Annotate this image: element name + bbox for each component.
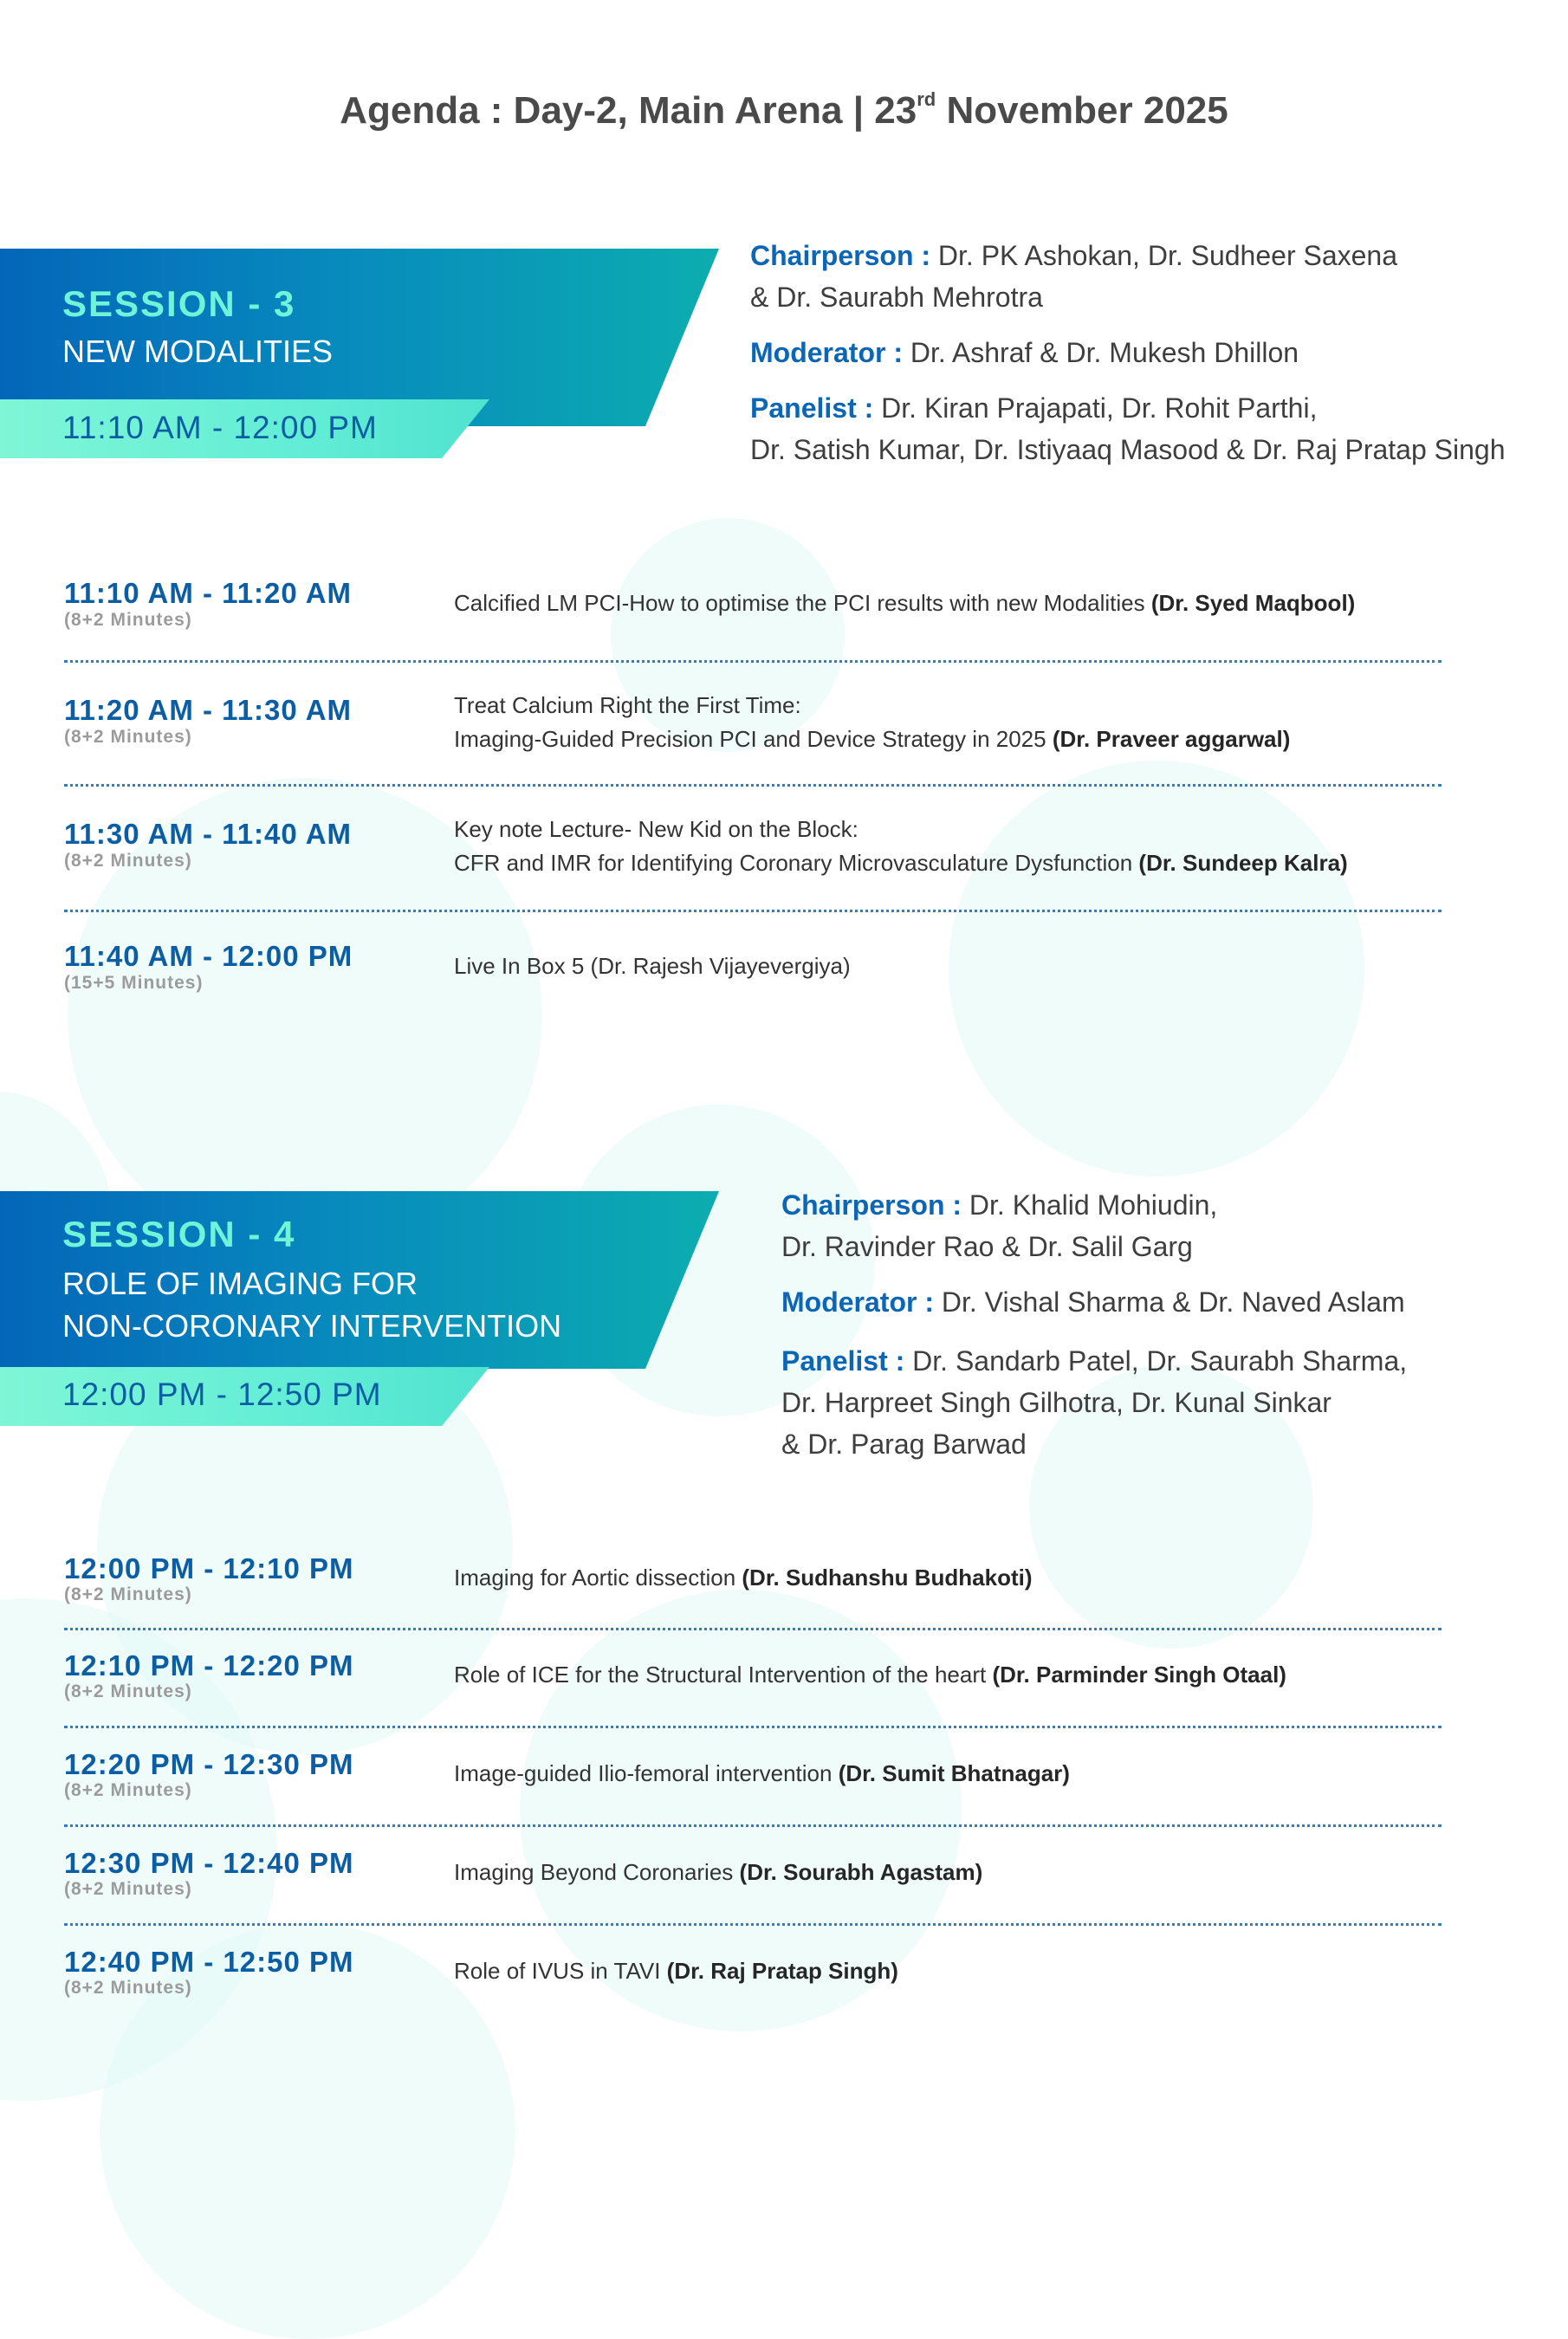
chairperson [781,1184,1407,1267]
agenda-row [64,912,1442,1008]
session-4-agenda [64,1545,1442,2021]
talk-text: Image-guided Ilio-femoral intervention [454,1760,839,1786]
moderator-label: Moderator : [750,337,903,368]
panelist-names-cont: & Dr. Parag Barwad [781,1429,1027,1460]
session-title: NEW MODALITIES [62,334,334,369]
moderator [781,1281,1407,1323]
session-label: SESSION - 3 [62,283,296,324]
panelist [750,387,1506,470]
talk-speaker: (Dr. Sourabh Agastam) [739,1859,983,1885]
chairperson-label: Chairperson : [750,240,931,271]
talk-title [454,586,1450,620]
session-3-banner [0,249,719,445]
talk-duration: (8+2 Minutes) [64,1780,192,1800]
talk-text: Role of ICE for the Structural Intervention of the heart [454,1662,993,1688]
talk-duration: (8+2 Minutes) [64,727,192,747]
session-title: ROLE OF IMAGING FOR [62,1266,418,1301]
talk-title [454,689,1450,756]
talk-time: 12:00 PM - 12:10 PM [64,1552,354,1584]
talk-speaker: (Dr. Raj Pratap Singh) [666,1958,898,1984]
agenda-row [64,1545,1442,1630]
agenda-row [64,1630,1442,1728]
talk-speaker: (Dr. Parminder Singh Otaal) [992,1662,1286,1688]
talk-text: Imaging for Aortic dissection [454,1565,742,1591]
talk-time: 12:30 PM - 12:40 PM [64,1847,354,1879]
agenda-row [64,1728,1442,1827]
talk-title: Live In Box 5 (Dr. Rajesh Vijayevergiya) [454,953,851,979]
talk-text: Role of IVUS in TAVI [454,1958,667,1984]
talk-title [454,1856,1450,1889]
panelist-names-cont: Dr. Satish Kumar, Dr. Istiyaaq Masood & Dr. Raj Pratap Singh [750,434,1506,465]
talk-text: Imaging Beyond Coronaries [454,1859,740,1885]
talk-duration: (15+5 Minutes) [64,973,204,993]
agenda-row [64,1926,1442,2021]
talk-title [454,1757,1450,1791]
talk-speaker: (Dr. Sumit Bhatnagar) [838,1760,1070,1786]
talk-duration: (8+2 Minutes) [64,1681,192,1701]
chairperson-label: Chairperson : [781,1189,962,1221]
chairperson-names: Dr. PK Ashokan, Dr. Sudheer Saxena [930,240,1398,271]
agenda-row [64,787,1442,912]
chairperson-names-cont: Dr. Ravinder Rao & Dr. Salil Garg [781,1231,1193,1262]
talk-time: 12:10 PM - 12:20 PM [64,1649,354,1681]
talk-text: Treat Calcium Right the First Time: [454,692,801,718]
moderator-names: Dr. Vishal Sharma & Dr. Naved Aslam [934,1286,1405,1318]
talk-speaker: (Dr. Syed Maqbool) [1150,590,1356,616]
talk-duration: (8+2 Minutes) [64,610,192,630]
panelist-label: Panelist : [781,1345,905,1377]
talk-time: 11:10 AM - 11:20 AM [64,577,353,609]
talk-speaker: (Dr. Sudhanshu Budhakoti) [742,1565,1033,1591]
talk-text: Calcified LM PCI-How to optimise the PCI results with new Modalities [454,590,1151,616]
session-4-roles [781,1184,1407,1479]
panelist [781,1340,1407,1465]
panelist-names: Dr. Kiran Prajapati, Dr. Rohit Parthi, [873,392,1318,424]
chairperson-names: Dr. Khalid Mohiudin, [962,1189,1218,1221]
session-3-agenda [64,572,1442,1008]
talk-time: 11:30 AM - 11:40 AM [64,818,353,850]
talk-duration: (8+2 Minutes) [64,1584,192,1604]
talk-duration: (8+2 Minutes) [64,851,192,871]
talk-title [454,1954,1450,1988]
session-time: 11:10 AM - 12:00 PM [62,410,378,445]
panelist-names-cont: Dr. Harpreet Singh Gilhotra, Dr. Kunal Sinkar [781,1387,1332,1418]
session-time: 12:00 PM - 12:50 PM [62,1377,382,1412]
talk-title [454,1561,1450,1595]
talk-text-cont: Imaging-Guided Precision PCI and Device Strategy in 2025 [454,726,1053,752]
title-prefix: Agenda : Day-2, Main Arena | 23 [340,89,917,132]
title-suffix: November 2025 [936,89,1228,132]
talk-time: 12:40 PM - 12:50 PM [64,1946,354,1978]
title-superscript: rd [917,88,936,110]
talk-text: Key note Lecture- New Kid on the Block: [454,816,859,842]
moderator [750,332,1506,373]
talk-speaker: (Dr. Praveer aggarwal) [1052,726,1291,752]
talk-time: 12:20 PM - 12:30 PM [64,1748,354,1780]
talk-title [454,813,1450,880]
talk-duration: (8+2 Minutes) [64,1978,192,1998]
panelist-label: Panelist : [750,392,874,424]
talk-title [454,1658,1450,1692]
chairperson [750,235,1506,318]
session-4-banner [0,1191,719,1412]
panelist-names: Dr. Sandarb Patel, Dr. Saurabh Sharma, [904,1345,1408,1377]
session-label: SESSION - 4 [62,1214,296,1254]
chairperson-names-cont: & Dr. Saurabh Mehrotra [750,282,1043,313]
moderator-label: Moderator : [781,1286,934,1318]
page-title [0,88,1568,133]
talk-speaker: (Dr. Sundeep Kalra) [1138,850,1348,876]
agenda-row [64,663,1442,787]
talk-time: 11:40 AM - 12:00 PM [64,940,353,972]
talk-duration: (8+2 Minutes) [64,1879,192,1899]
agenda-row [64,1827,1442,1926]
moderator-names: Dr. Ashraf & Dr. Mukesh Dhillon [903,337,1299,368]
session-3-roles [750,235,1506,484]
talk-text-cont: CFR and IMR for Identifying Coronary Microvasculature Dysfunction [454,850,1139,876]
agenda-row [64,572,1442,663]
session-title-cont: NON-CORONARY INTERVENTION [62,1308,562,1344]
talk-time: 11:20 AM - 11:30 AM [64,694,353,726]
